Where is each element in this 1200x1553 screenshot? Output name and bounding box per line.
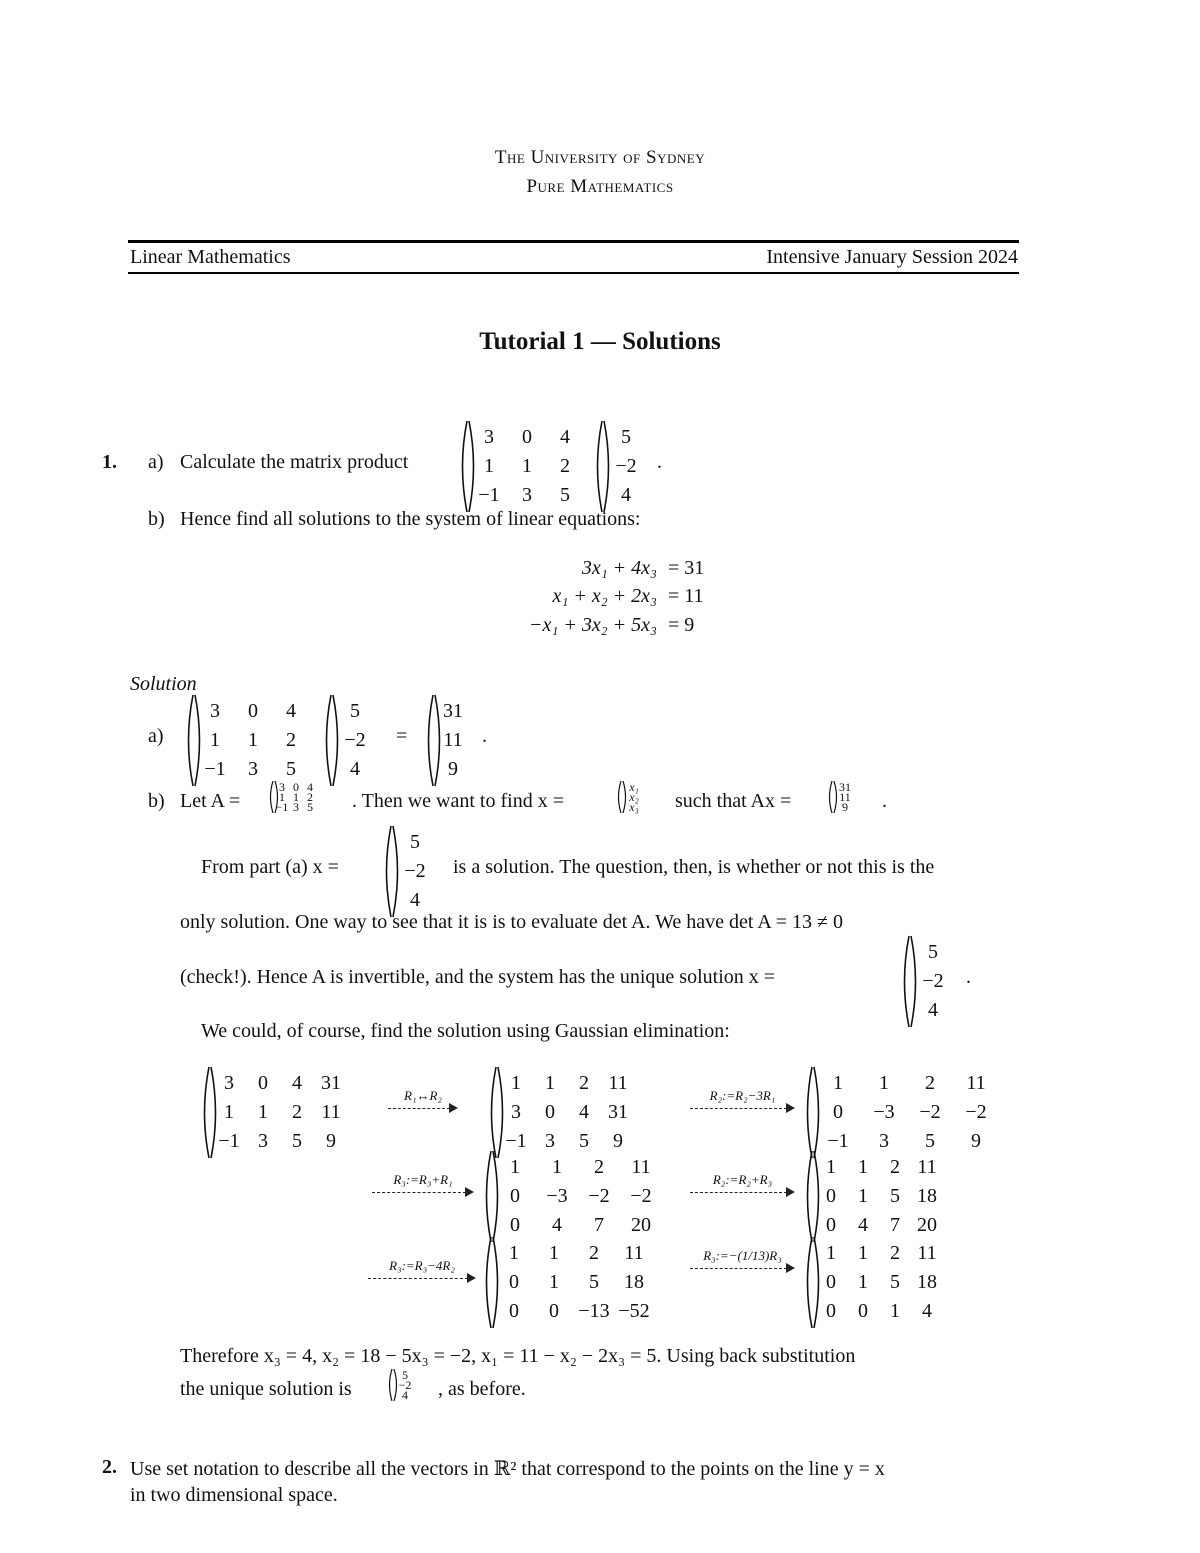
matrix-entry: 2 <box>589 1242 599 1264</box>
matrix-entry: 1 <box>879 1072 889 1094</box>
matrix-entry: 0 <box>545 1101 555 1123</box>
matrix-entry: 4 <box>579 1101 589 1123</box>
gauss-op-2: R₂:=R₂−3R₁ <box>690 1088 795 1114</box>
solution-a-label: a) <box>148 725 164 747</box>
school-name: Pure Mathematics <box>526 176 674 197</box>
matrix-entry: 5 <box>928 941 938 963</box>
question-1b-text: Hence find all solutions to the system of linear equations: <box>180 508 641 530</box>
matrix-entry: 3 <box>484 426 494 448</box>
para3: (check!). Hence A is invertible, and the system has the unique solution x = <box>180 966 776 988</box>
matrix-entry: 1 <box>858 1242 868 1264</box>
matrix-entry: −2 <box>398 1378 412 1392</box>
question-1a-label: a) <box>148 451 164 473</box>
gauss-op-5: R₃:=R₃−4R₂ <box>368 1258 476 1284</box>
matrix-entry: 0 <box>509 1300 519 1322</box>
sol-b-period: . <box>882 790 887 812</box>
matrix-entry: 2 <box>307 790 313 804</box>
para3-period: . <box>966 966 971 988</box>
equation-1-lhs: 3x₁ + 4x₃ <box>581 557 657 579</box>
matrix-entry: 4 <box>858 1214 868 1236</box>
matrix-entry: 2 <box>560 455 570 477</box>
matrix-entry: 1 <box>890 1300 900 1322</box>
header-bottom-rule <box>128 272 1019 274</box>
sol-vector-v <box>322 694 388 787</box>
matrix-grid <box>623 782 645 812</box>
matrix-entry: 1 <box>210 729 220 751</box>
matrix-grid <box>815 1239 943 1326</box>
matrix-entry: 1 <box>510 1156 520 1178</box>
left-paren <box>803 1150 813 1243</box>
matrix-entry: 0 <box>826 1300 836 1322</box>
matrix-entry: 11 <box>917 1242 937 1264</box>
matrix-entry: 11 <box>966 1072 986 1094</box>
equation-3-rhs: = 9 <box>668 614 695 636</box>
matrix-grid <box>499 1069 635 1156</box>
solution-b-find: . Then we want to find x = <box>352 790 564 812</box>
page-title: Tutorial 1 — Solutions <box>479 328 721 355</box>
gauss-matrix-3 <box>482 1150 674 1243</box>
left-paren <box>458 420 468 513</box>
left-paren <box>184 694 194 787</box>
matrix-entry: 4 <box>922 1300 932 1322</box>
q1-matrix-A <box>458 420 596 513</box>
matrix-entry: 3 <box>545 1130 555 1152</box>
gauss-op-6: R₃:=−(1/13)R₃ <box>690 1248 795 1274</box>
matrix-entry: 5 <box>560 484 570 506</box>
matrix-entry: 11 <box>839 790 851 804</box>
conclusion-vector <box>387 1368 423 1402</box>
matrix-entry: 3 <box>511 1101 521 1123</box>
matrix-entry: 1 <box>858 1156 868 1178</box>
header-top-rule <box>128 240 1019 243</box>
matrix-entry: 0 <box>522 426 532 448</box>
matrix-entry: −1 <box>505 1130 527 1152</box>
matrix-entry: 5 <box>621 426 631 448</box>
conclusion-line-2-end: , as before. <box>438 1378 526 1400</box>
conclusion-line-2-start: the unique solution is <box>180 1378 352 1400</box>
question-2-number: 2. <box>102 1456 117 1478</box>
matrix-entry: 1 <box>522 455 532 477</box>
matrix-entry: 5 <box>890 1271 900 1293</box>
course-name: Linear Mathematics <box>130 246 291 268</box>
left-paren <box>482 1236 492 1329</box>
matrix-grid <box>815 1153 943 1240</box>
small-vector-x <box>616 780 652 814</box>
matrix-entry: −13 <box>578 1300 610 1322</box>
matrix-entry: −2 <box>919 1101 941 1123</box>
matrix-entry: 4 <box>402 1388 408 1402</box>
question-1-number: 1. <box>102 451 117 473</box>
gauss-matrix-5 <box>482 1236 666 1329</box>
gauss-op-3: R₃:=R₃+R₁ <box>372 1172 474 1198</box>
matrix-entry: 5 <box>286 758 296 780</box>
matrix-entry: 18 <box>624 1271 644 1293</box>
gauss-matrix-2 <box>803 1066 1011 1159</box>
matrix-entry: −2 <box>615 455 637 477</box>
matrix-entry: 5 <box>350 700 360 722</box>
matrix-entry: 1 <box>549 1242 559 1264</box>
matrix-entry: 11 <box>917 1156 937 1178</box>
matrix-grid <box>394 1370 416 1400</box>
gauss-matrix-6 <box>803 1236 955 1329</box>
matrix-grid <box>394 828 436 915</box>
matrix-entry: 5 <box>292 1130 302 1152</box>
q1-period: . <box>657 451 662 473</box>
left-paren <box>593 420 603 513</box>
matrix-entry: 1 <box>826 1156 836 1178</box>
gauss-matrix-0 <box>200 1066 360 1159</box>
left-paren <box>424 694 434 787</box>
matrix-entry: 31 <box>321 1072 341 1094</box>
matrix-entry: 20 <box>631 1214 651 1236</box>
matrix-entry: 11 <box>321 1101 341 1123</box>
matrix-grid <box>605 423 647 510</box>
matrix-entry: 5 <box>307 800 313 814</box>
matrix-entry: 2 <box>292 1101 302 1123</box>
matrix-entry: 3 <box>879 1130 889 1152</box>
matrix-entry: 0 <box>858 1300 868 1322</box>
matrix-grid <box>834 782 856 812</box>
matrix-entry: x₃ <box>629 800 639 814</box>
matrix-entry: 3 <box>258 1130 268 1152</box>
matrix-entry: 31 <box>608 1101 628 1123</box>
matrix-entry: −2 <box>630 1185 652 1207</box>
left-paren <box>487 1066 497 1159</box>
matrix-entry: x₁ <box>629 780 639 794</box>
conclusion-line-1: Therefore x₃ = 4, x₂ = 18 − 5x₃ = −2, x₁ = 11 − x₂ − 2x₃ = 5. Using back substitution <box>180 1345 856 1367</box>
matrix-entry: 1 <box>248 729 258 751</box>
question-1b-label: b) <box>148 508 165 530</box>
matrix-entry: x₂ <box>629 790 639 804</box>
matrix-entry: 1 <box>293 790 299 804</box>
matrix-entry: 4 <box>350 758 360 780</box>
matrix-entry: 4 <box>292 1072 302 1094</box>
matrix-entry: −2 <box>344 729 366 751</box>
matrix-grid <box>196 697 310 784</box>
matrix-entry: 1 <box>552 1156 562 1178</box>
left-paren <box>803 1236 813 1329</box>
matrix-entry: 20 <box>917 1214 937 1236</box>
matrix-entry: 2 <box>286 729 296 751</box>
matrix-entry: 0 <box>510 1185 520 1207</box>
gauss-matrix-4 <box>803 1150 955 1243</box>
matrix-entry: 3 <box>224 1072 234 1094</box>
left-paren <box>482 1150 492 1243</box>
matrix-entry: 4 <box>286 700 296 722</box>
matrix-entry: −1 <box>275 800 289 814</box>
para3-vector <box>900 935 966 1028</box>
equation-2-lhs: x₁ + x₂ + 2x₃ <box>552 585 657 607</box>
matrix-entry: −1 <box>478 484 500 506</box>
matrix-entry: 0 <box>510 1214 520 1236</box>
matrix-entry: 4 <box>552 1214 562 1236</box>
sol-matrix-A <box>184 694 322 787</box>
matrix-entry: 5 <box>579 1130 589 1152</box>
matrix-entry: −52 <box>618 1300 650 1322</box>
session-name: Intensive January Session 2024 <box>766 246 1018 268</box>
matrix-entry: 11 <box>631 1156 651 1178</box>
matrix-entry: 2 <box>890 1242 900 1264</box>
matrix-entry: 3 <box>279 780 285 794</box>
matrix-entry: 1 <box>509 1242 519 1264</box>
matrix-entry: 0 <box>509 1271 519 1293</box>
matrix-entry: 0 <box>293 780 299 794</box>
question-2-line-2: in two dimensional space. <box>130 1484 338 1506</box>
gauss-matrix-1 <box>487 1066 647 1159</box>
matrix-entry: 2 <box>579 1072 589 1094</box>
matrix-entry: 7 <box>890 1214 900 1236</box>
matrix-entry: 0 <box>833 1101 843 1123</box>
sol-a-period: . <box>482 725 487 747</box>
matrix-entry: 1 <box>484 455 494 477</box>
matrix-entry: 1 <box>511 1072 521 1094</box>
question-1a-text: Calculate the matrix product <box>180 451 409 473</box>
matrix-grid <box>815 1069 999 1156</box>
matrix-entry: −2 <box>922 970 944 992</box>
matrix-entry: 1 <box>258 1101 268 1123</box>
university-name: The University of Sydney <box>494 147 706 168</box>
gauss-op-4: R₂:=R₂+R₃ <box>690 1172 795 1198</box>
matrix-entry: 18 <box>917 1185 937 1207</box>
matrix-entry: 9 <box>613 1130 623 1152</box>
matrix-entry: −1 <box>218 1130 240 1152</box>
para4: We could, of course, find the solution using Gaussian elimination: <box>201 1020 730 1042</box>
matrix-entry: 1 <box>224 1101 234 1123</box>
matrix-grid <box>212 1069 348 1156</box>
question-2-line-1: Use set notation to describe all the vectors in ℝ² that correspond to the points on the line y = x <box>130 1458 885 1480</box>
matrix-entry: −1 <box>827 1130 849 1152</box>
matrix-entry: 3 <box>248 758 258 780</box>
matrix-entry: −2 <box>588 1185 610 1207</box>
matrix-entry: 3 <box>293 800 299 814</box>
equation-1-rhs: = 31 <box>668 557 705 579</box>
matrix-entry: 11 <box>624 1242 644 1264</box>
solution-heading: Solution <box>130 673 197 695</box>
small-matrix-A <box>268 780 324 814</box>
gauss-op-1: R₁↔R₂ <box>388 1088 458 1114</box>
matrix-entry: 2 <box>890 1156 900 1178</box>
matrix-entry: 4 <box>410 889 420 911</box>
q1-vector-v <box>593 420 659 513</box>
matrix-grid <box>494 1239 654 1326</box>
matrix-entry: 1 <box>279 790 285 804</box>
matrix-entry: 5 <box>410 831 420 853</box>
equation-2-rhs: = 11 <box>668 585 704 607</box>
para1-start: From part (a) x = <box>201 856 339 878</box>
matrix-entry: 1 <box>549 1271 559 1293</box>
solution-b-such: such that Ax = <box>675 790 792 812</box>
matrix-entry: 1 <box>833 1072 843 1094</box>
matrix-entry: 1 <box>858 1271 868 1293</box>
matrix-entry: 9 <box>326 1130 336 1152</box>
matrix-grid <box>334 697 376 784</box>
para2: only solution. One way to see that it is is to evaluate det A. We have det A = 13 ≠ 0 <box>180 911 843 933</box>
matrix-entry: 5 <box>589 1271 599 1293</box>
equation-3-lhs: −x₁ + 3x₂ + 5x₃ <box>529 614 657 636</box>
matrix-entry: 5 <box>890 1185 900 1207</box>
para1-end: is a solution. The question, then, is whether or not this is the <box>453 856 935 878</box>
matrix-entry: −2 <box>404 860 426 882</box>
left-paren <box>803 1066 813 1159</box>
matrix-entry: 1 <box>545 1072 555 1094</box>
matrix-entry: 4 <box>560 426 570 448</box>
matrix-entry: −3 <box>873 1101 895 1123</box>
matrix-entry: −1 <box>204 758 226 780</box>
matrix-grid <box>912 938 954 1025</box>
matrix-entry: 3 <box>210 700 220 722</box>
matrix-entry: 2 <box>594 1156 604 1178</box>
matrix-entry: 0 <box>258 1072 268 1094</box>
left-paren <box>382 825 392 918</box>
matrix-entry: 2 <box>925 1072 935 1094</box>
matrix-entry: 4 <box>307 780 313 794</box>
equals-sign: = <box>396 725 408 747</box>
matrix-entry: 11 <box>443 729 463 751</box>
sol-result-vector <box>424 694 482 787</box>
left-paren <box>322 694 332 787</box>
matrix-entry: 9 <box>448 758 458 780</box>
matrix-entry: 3 <box>522 484 532 506</box>
matrix-entry: 7 <box>594 1214 604 1236</box>
solution-b-label: b) <box>148 790 165 812</box>
matrix-entry: 0 <box>826 1185 836 1207</box>
left-paren <box>900 935 910 1028</box>
matrix-entry: 31 <box>839 780 851 794</box>
para1-vector <box>382 825 448 918</box>
matrix-entry: 9 <box>842 800 848 814</box>
matrix-entry: 4 <box>621 484 631 506</box>
matrix-entry: 0 <box>826 1271 836 1293</box>
matrix-entry: 5 <box>925 1130 935 1152</box>
matrix-grid <box>275 782 317 812</box>
matrix-entry: 0 <box>549 1300 559 1322</box>
matrix-entry: 4 <box>928 999 938 1021</box>
matrix-grid <box>436 697 470 784</box>
matrix-entry: 31 <box>443 700 463 722</box>
matrix-entry: 18 <box>917 1271 937 1293</box>
matrix-entry: 1 <box>826 1242 836 1264</box>
matrix-entry: 0 <box>248 700 258 722</box>
matrix-entry: 5 <box>402 1368 408 1382</box>
matrix-entry: −3 <box>546 1185 568 1207</box>
solution-b-let: Let A = <box>180 790 241 812</box>
matrix-grid <box>494 1153 662 1240</box>
small-vector-b <box>827 780 863 814</box>
matrix-entry: 9 <box>971 1130 981 1152</box>
matrix-entry: 0 <box>826 1214 836 1236</box>
left-paren <box>200 1066 210 1159</box>
matrix-grid <box>470 423 584 510</box>
matrix-entry: −2 <box>965 1101 987 1123</box>
matrix-entry: 1 <box>858 1185 868 1207</box>
matrix-entry: 11 <box>608 1072 628 1094</box>
